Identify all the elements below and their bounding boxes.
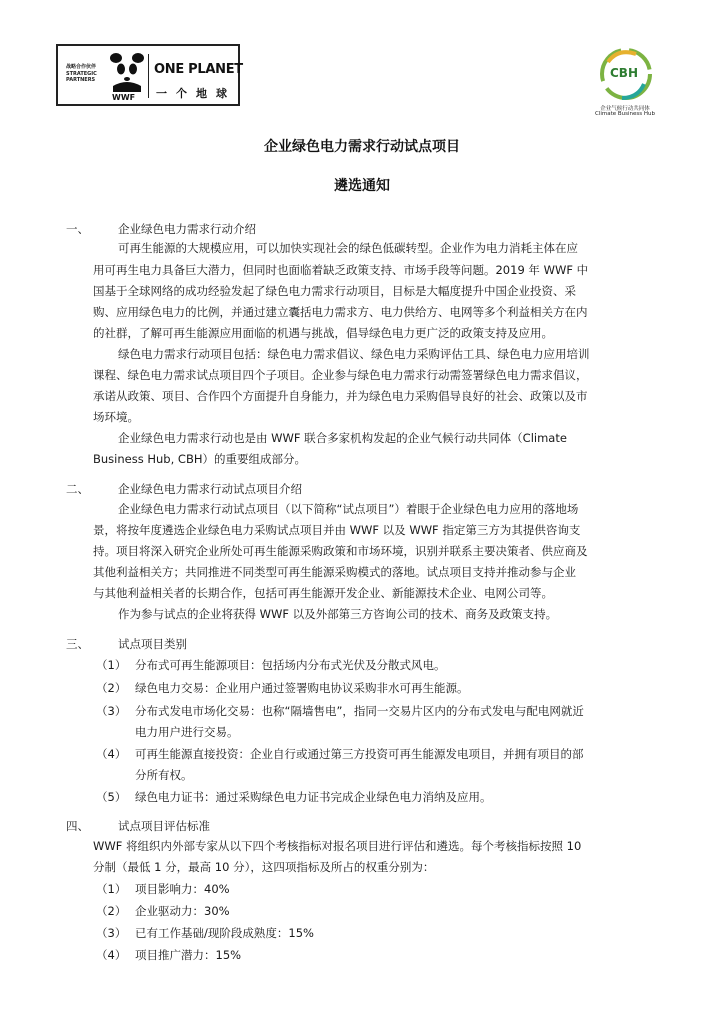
section-2-heading: 企业绿色电力需求行动试点项目介绍	[118, 482, 302, 496]
section-1-line: 场环境。	[93, 410, 139, 424]
section-1-line: Business Hub, CBH）的重要组成部分。	[93, 452, 306, 466]
panda-icon	[108, 52, 146, 98]
document-subtitle: 遴选通知	[334, 178, 390, 194]
section-4-number: 四、	[66, 819, 89, 833]
section-1-line: 的社群，了解可再生能源应用面临的机遇与挑战，倡导绿色电力更广泛的政策支持及应用。	[93, 326, 553, 340]
list-item: 分所有权。	[135, 768, 193, 782]
list-item: 绿色电力证书：通过采购绿色电力证书完成企业绿色电力消纳及应用。	[135, 790, 492, 804]
section-1-line: 课程、绿色电力需求试点项目四个子项目。企业参与绿色电力需求行动需签署绿色电力需求倡议，	[93, 368, 588, 382]
list-item: 分布式发电市场化交易：也称“隔墙售电”，指同一交易片区内的分布式发电与配电网就近	[135, 704, 584, 718]
section-4-line: 分制（最低 1 分，最高 10 分），这四项指标及所占的权重分别为：	[93, 860, 435, 874]
section-1-line: 企业绿色电力需求行动也是由 WWF 联合多家机构发起的企业气候行动共同体（Climate	[118, 431, 567, 445]
list-item: 项目推广潜力：15%	[135, 948, 242, 962]
section-2-number: 二、	[66, 482, 89, 496]
section-4-line: WWF 将组织内外部专家从以下四个考核指标对报名项目进行评估和遴选。每个考核指标按照 10	[93, 839, 582, 853]
list-item-number: （3）	[96, 926, 127, 940]
list-item: 电力用户进行交易。	[135, 725, 239, 739]
list-item-number: （2）	[96, 681, 127, 695]
section-1-line: 用可再生电力具备巨大潜力，但同时也面临着缺乏政策支持、市场手段等问题。2019 年 WWF 中	[93, 263, 589, 277]
list-item: 可再生能源直接投资：企业自行或通过第三方投资可再生能源发电项目，并拥有项目的部	[135, 747, 584, 761]
section-1-line: 承诺从政策、项目、合作四个方面提升自身能力，并为绿色电力采购倡导良好的社会、政策以及市	[93, 389, 588, 403]
section-1-line: 国基于全球网络的成功经验发起了绿色电力需求行动项目，目标是大幅度提升中国企业投资、采	[93, 284, 576, 298]
one-planet-cn-label: 一个地球	[156, 87, 236, 100]
section-1-line: 可再生能源的大规模应用，可以加快实现社会的绿色低碳转型。企业作为电力消耗主体在应	[118, 241, 578, 255]
section-2-line: 景，将按年度遴选企业绿色电力采购试点项目并由 WWF 以及 WWF 指定第三方为其提供咨询支	[93, 523, 581, 537]
list-item-number: （3）	[96, 704, 127, 718]
list-item: 已有工作基础/现阶段成熟度：15%	[135, 926, 314, 940]
section-2-line: 与其他利益相关者的长期合作，包括可再生能源开发企业、新能源技术企业、电网公司等。	[93, 586, 553, 600]
list-item: 企业驱动力：30%	[135, 904, 230, 918]
strategic-partners-label: 战略合作伙伴 STRATEGIC PARTNERS	[66, 64, 97, 83]
section-2-line: 其他利益相关方；共同推进不同类型可再生能源采购模式的落地。试点项目支持并推动参与企业	[93, 565, 576, 579]
list-item: 项目影响力：40%	[135, 882, 230, 896]
list-item-number: （1）	[96, 658, 127, 672]
section-3-number: 三、	[66, 637, 89, 651]
cbh-abbr: CBH	[610, 66, 638, 80]
list-item-number: （4）	[96, 747, 127, 761]
list-item: 分布式可再生能源项目：包括场内分布式光伏及分散式风电。	[135, 658, 446, 672]
section-1-line: 购、应用绿色电力的比例，并通过建立囊括电力需求方、电力供给方、电网等多个利益相关方在内	[93, 305, 588, 319]
section-2-line: 持。项目将深入研究企业所处可再生能源采购政策和市场环境，识别并联系主要决策者、供应商及	[93, 544, 588, 558]
list-item-number: （1）	[96, 882, 127, 896]
wwf-label: WWF	[112, 93, 136, 102]
cbh-en-label: Climate Business Hub	[594, 111, 656, 117]
list-item: 绿色电力交易：企业用户通过签署购电协议采购非水可再生能源。	[135, 681, 469, 695]
section-2-line: 企业绿色电力需求行动试点项目（以下简称“试点项目”）着眼于企业绿色电力应用的落地场	[118, 502, 579, 516]
section-1-number: 一、	[66, 222, 89, 236]
section-2-line: 作为参与试点的企业将获得 WWF 以及外部第三方咨询公司的技术、商务及政策支持。	[118, 607, 558, 621]
logo-divider	[148, 54, 149, 98]
list-item-number: （5）	[96, 790, 127, 804]
list-item-number: （2）	[96, 904, 127, 918]
cbh-cn-label: 企业气候行动共同体	[600, 106, 650, 112]
section-1-heading: 企业绿色电力需求行动介绍	[118, 222, 256, 236]
section-1-line: 绿色电力需求行动项目包括：绿色电力需求倡议、绿色电力采购评估工具、绿色电力应用培训	[118, 347, 590, 361]
one-planet-label: ONE PLANET	[154, 62, 243, 77]
section-4-heading: 试点项目评估标准	[118, 819, 210, 833]
document-title: 企业绿色电力需求行动试点项目	[264, 139, 460, 155]
section-3-heading: 试点项目类别	[118, 637, 187, 651]
list-item-number: （4）	[96, 948, 127, 962]
